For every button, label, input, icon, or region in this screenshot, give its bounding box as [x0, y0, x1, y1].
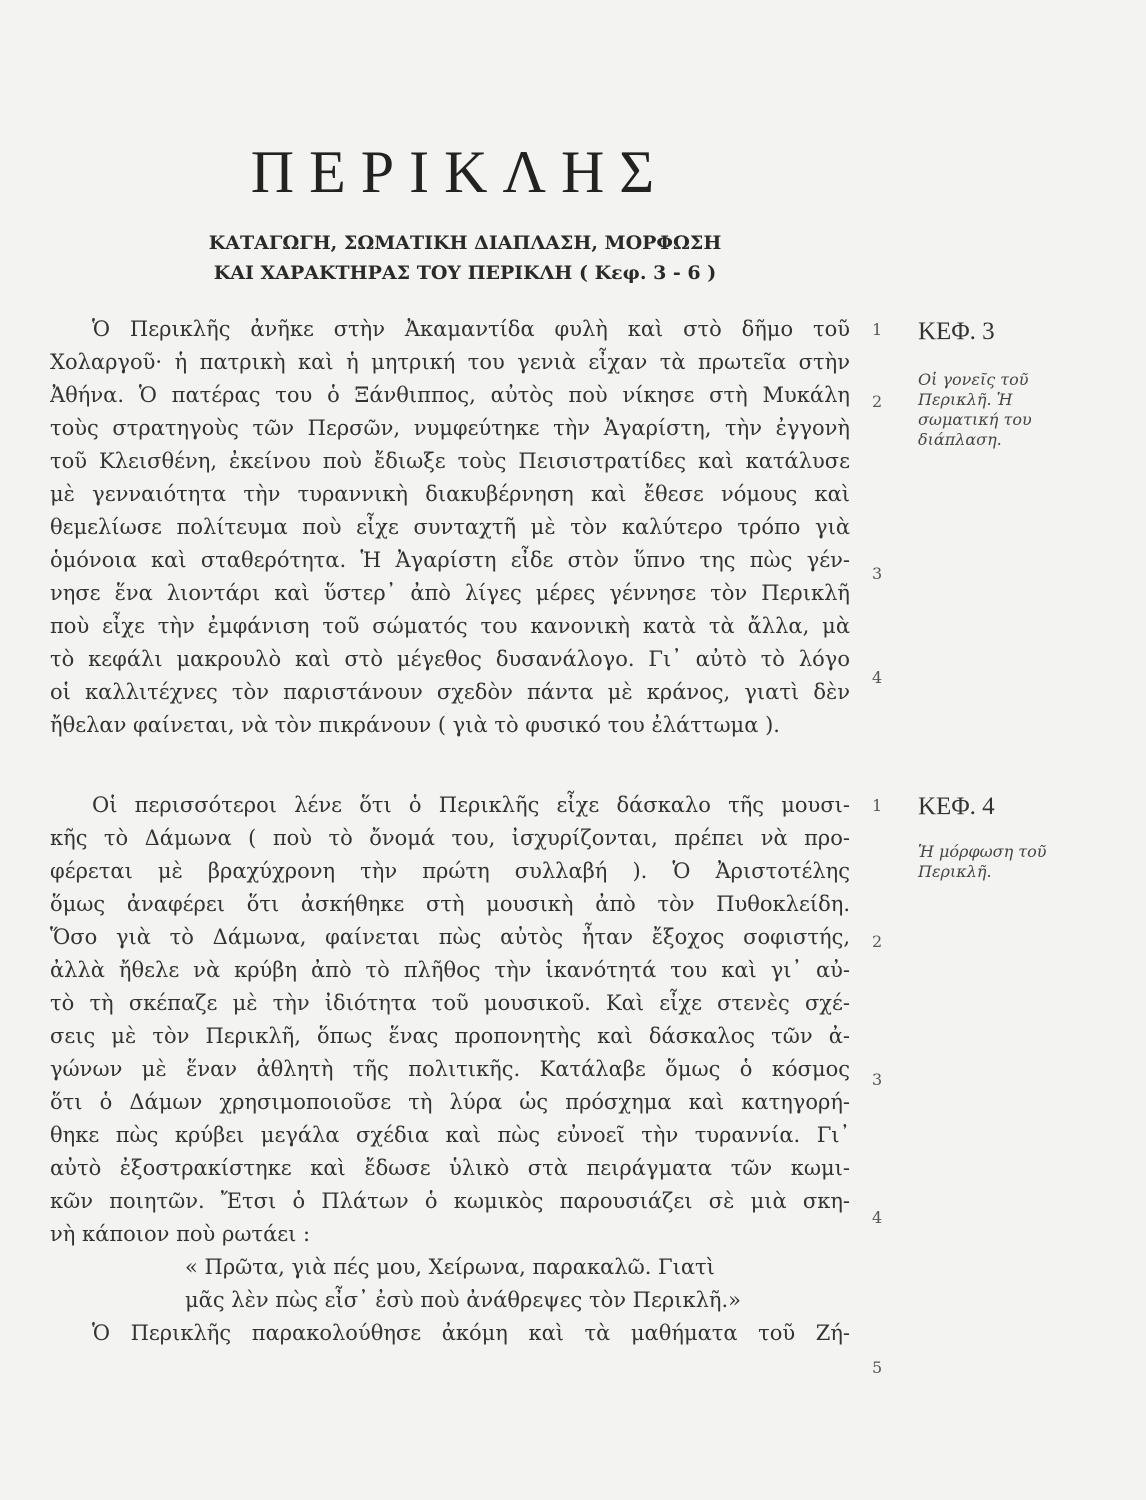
text-line: τὸ τὴ σκέπαζε μὲ τὴν ἰδιότητα τοῦ μουσικοῦ. Καὶ εἶχε στενὲς σχέ-	[50, 991, 850, 1015]
text-line: Ὁ Περικλῆς ἀνῆκε στὴν Ἀκαμαντίδα φυλὴ καὶ στὸ δῆμο τοῦ	[92, 317, 850, 341]
text-line: τὸ κεφάλι μακρουλὸ καὶ στὸ μέγεθος δυσανάλογο. Γι᾽ αὐτὸ τὸ λόγο	[50, 647, 850, 671]
chapter-4-margin-note: Ἡ μόρφωση τοῦ Περικλῆ.	[918, 842, 1047, 881]
line-marker: 1	[872, 796, 883, 815]
text-line: ποὺ εἶχε τὴν ἐμφάνιση τοῦ σώματός του κανονικὴ κατὰ τὰ ἄλλα, μὰ	[50, 614, 850, 638]
text-line: Οἱ περισσότεροι λένε ὅτι ὁ Περικλῆς εἶχε δάσκαλο τῆς μουσι-	[92, 793, 850, 817]
line-marker: 1	[872, 320, 883, 339]
chapter-4-text	[50, 789, 850, 1350]
text-line: κῆς τὸ Δάμωνα ( ποὺ τὸ ὄνομά του, ἰσχυρίζονται, πρέπει νὰ προ-	[50, 826, 850, 850]
text-line: θεμελίωσε πολίτευμα ποὺ εἶχε συνταχτῆ μὲ τὸν καλύτερο τρόπο γιὰ	[50, 515, 850, 539]
line-marker: 2	[872, 932, 883, 951]
text-line: σεις μὲ τὸν Περικλῆ, ὅπως ἕνας προπονητὴς καὶ δάσκαλος τῶν ἀ-	[50, 1024, 850, 1048]
subtitle-line-1: ΚΑΤΑΓΩΓΗ, ΣΩΜΑΤΙΚΗ ΔΙΑΠΛΑΣΗ, ΜΟΡΦΩΣΗ	[208, 232, 722, 254]
line-marker: 5	[872, 1358, 883, 1377]
chapter-4-heading: ΚΕΦ. 4	[918, 793, 995, 820]
chapter-3-text	[50, 313, 850, 742]
text-line: ὅτι ὁ Δάμων χρησιμοποιοῦσε τὴ λύρα ὡς πρόσχημα καὶ κατηγορή-	[50, 1090, 850, 1114]
text-line: κῶν ποιητῶν. Ἔτσι ὁ Πλάτων ὁ κωμικὸς παρουσιάζει σὲ μιὰ σκη-	[50, 1189, 850, 1213]
text-line: ὅμως ἀναφέρει ὅτι ἀσκήθηκε στὴ μουσικὴ ἀπὸ τὸν Πυθοκλείδη.	[50, 892, 850, 916]
quote-line: « Πρῶτα, γιὰ πές μου, Χείρωνα, παρακαλῶ. Γιατὶ	[185, 1255, 715, 1279]
line-marker: 3	[872, 564, 883, 583]
text-line: γώνων μὲ ἕναν ἀθλητὴ τῆς πολιτικῆς. Κατάλαβε ὅμως ὁ κόσμος	[50, 1057, 850, 1081]
text-line: ὁμόνοια καὶ σταθερότητα. Ἡ Ἀγαρίστη εἶδε στὸν ὕπνο της πὼς γέν-	[50, 548, 850, 572]
chapter-3-heading: ΚΕΦ. 3	[918, 318, 995, 345]
text-line: μὲ γενναιότητα τὴν τυραννικὴ διακυβέρνηση καὶ ἔθεσε νόμους καὶ	[50, 482, 850, 506]
text-line: ἤθελαν φαίνεται, νὰ τὸν πικράνουν ( γιὰ τὸ φυσικό του ἐλάττωμα ).	[50, 713, 780, 737]
text-line: οἱ καλλιτέχνες τὸν παριστάνουν σχεδὸν πάντα μὲ κράνος, γιατὶ δὲν	[50, 680, 850, 704]
text-line: τοὺς στρατηγοὺς τῶν Περσῶν, νυμφεύτηκε τὴν Ἀγαρίστη, τὴν ἐγγονὴ	[50, 416, 850, 440]
text-line: Χολαργοῦ· ἡ πατρικὴ καὶ ἡ μητρική του γενιὰ εἶχαν τὰ πρωτεῖα στὴν	[50, 350, 850, 374]
text-line: τοῦ Κλεισθένη, ἐκείνου ποὺ ἔδιωξε τοὺς Πεισιστρατίδες καὶ κατάλυσε	[50, 449, 850, 473]
line-marker: 4	[872, 668, 883, 687]
line-marker: 4	[872, 1208, 883, 1227]
text-line: Ἀθήνα. Ὁ πατέρας του ὁ Ξάνθιππος, αὐτὸς ποὺ νίκησε στὴ Μυκάλη	[50, 383, 850, 407]
text-line: θηκε πὼς κρύβει μεγάλα σχέδια καὶ πὼς εὐνοεῖ τὴν τυραννία. Γι᾽	[50, 1123, 850, 1147]
text-line: αὐτὸ ἐξοστρακίστηκε καὶ ἔδωσε ὑλικὸ στὰ πειράγματα τῶν κωμι-	[50, 1156, 850, 1180]
text-line: νησε ἕνα λιοντάρι καὶ ὕστερ᾽ ἀπὸ λίγες μέρες γέννησε τὸν Περικλῆ	[50, 581, 850, 605]
line-marker: 2	[872, 392, 883, 411]
text-line: Ὁ Περικλῆς παρακολούθησε ἀκόμη καὶ τὰ μαθήματα τοῦ Ζή-	[92, 1321, 850, 1345]
text-line: φέρεται μὲ βραχύχρονη τὴν πρώτη συλλαβή ). Ὁ Ἀριστοτέλης	[50, 859, 850, 883]
page-title: ΠΕΡΙΚΛΗΣ	[250, 139, 670, 205]
text-line: ἀλλὰ ἤθελε νὰ κρύβη ἀπὸ τὸ πλῆθος τὴν ἱκανότητά του καὶ γι᾽ αὐ-	[50, 958, 850, 982]
text-line: Ὅσο γιὰ τὸ Δάμωνα, φαίνεται πὼς αὐτὸς ἦταν ἔξοχος σοφιστής,	[50, 925, 850, 949]
line-marker: 3	[872, 1070, 883, 1089]
chapter-3-margin-note: Οἱ γονεῖς τοῦ Περικλῆ. Ἡ σωματική του διάπλαση.	[918, 370, 1032, 449]
text-line: νὴ κάποιον ποὺ ρωτάει :	[50, 1222, 311, 1246]
quote-line: μᾶς λὲν πὼς εἶσ᾽ ἐσὺ ποὺ ἀνάθρεψες τὸν Περικλῆ.»	[185, 1288, 741, 1312]
subtitle-line-2: ΚΑΙ ΧΑΡΑΚΤΗΡΑΣ ΤΟΥ ΠΕΡΙΚΛΗ ( Κεφ. 3 - 6 )	[213, 262, 717, 284]
